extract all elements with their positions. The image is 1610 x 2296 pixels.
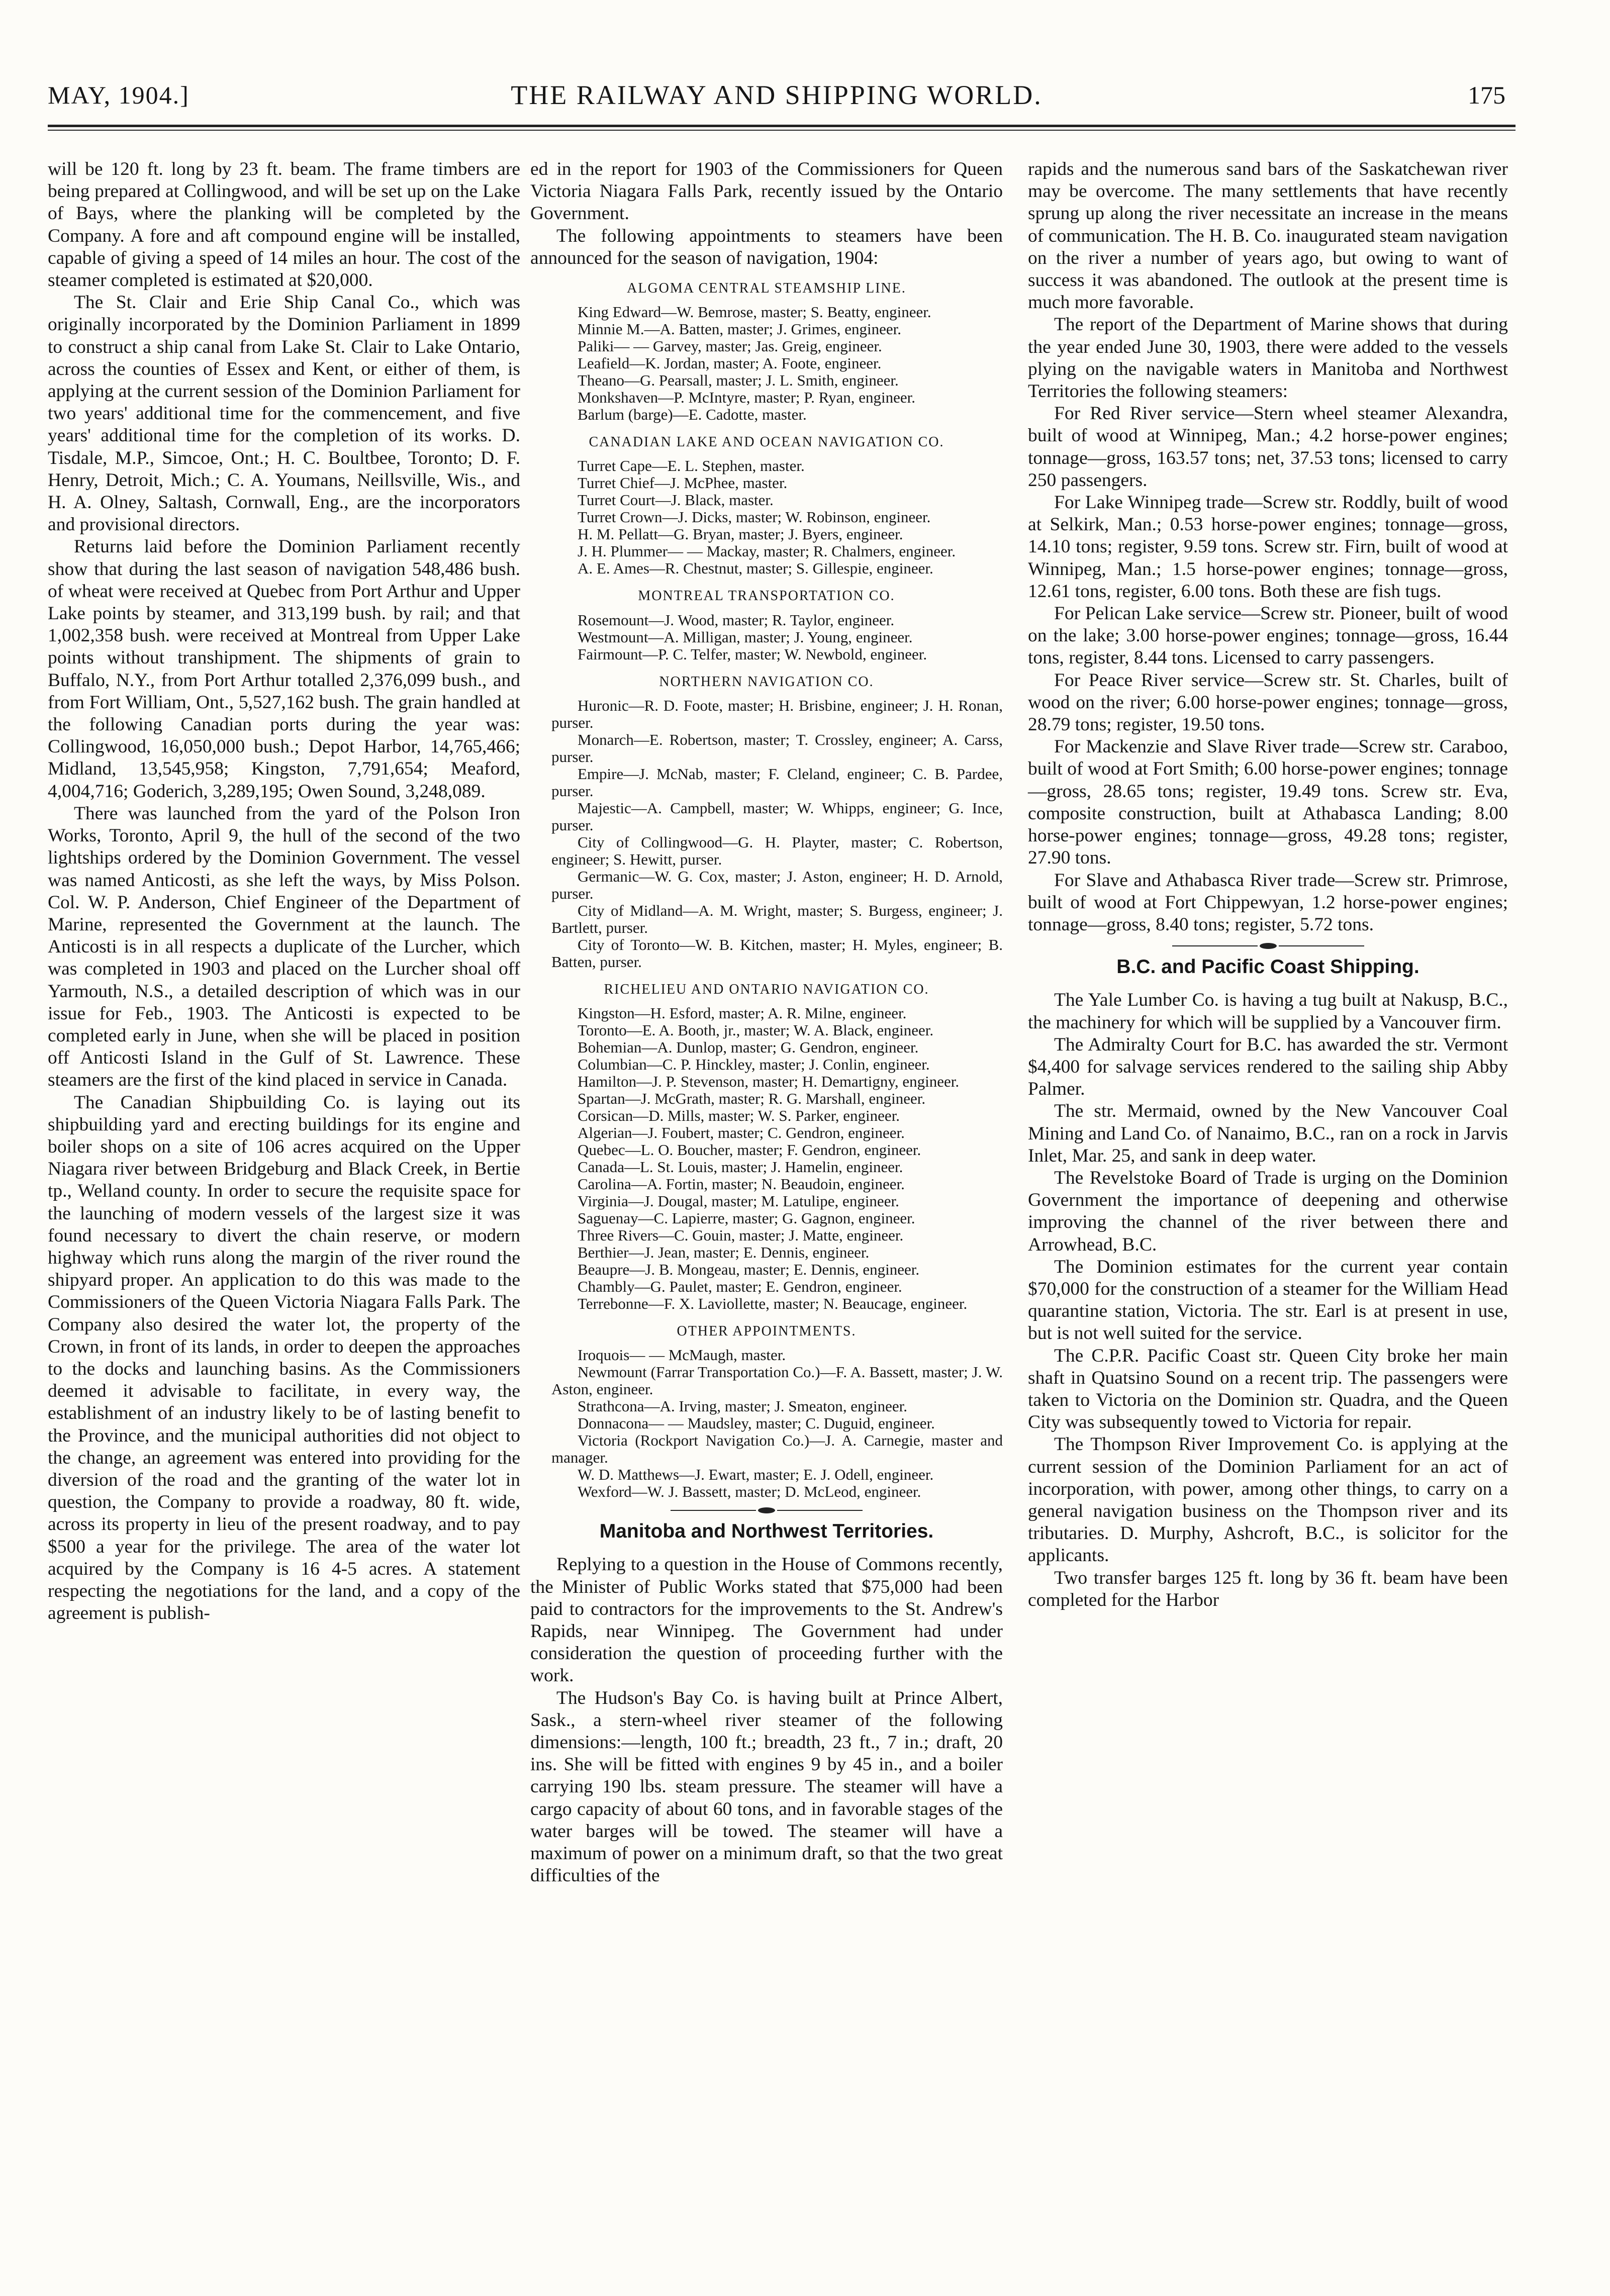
section-divider-ornament bbox=[530, 1507, 1003, 1513]
appointment-entry: Algerian—J. Foubert, master; C. Gendron, engineer. bbox=[578, 1124, 905, 1142]
appointment-entry: Wexford—W. J. Bassett, master; D. McLeod, engineer. bbox=[578, 1483, 921, 1501]
appointments-list bbox=[530, 277, 1003, 1500]
paragraph: The Revelstoke Board of Trade is urging on the Dominion Government the importance of deepening and otherwise improving the channel of the river between there and Arrowhead, B.C. bbox=[1028, 1167, 1508, 1255]
paragraph: For Red River service—Stern wheel steamer Alexandra, built of wood at Winnipeg, Man.; 4.2 horse-power engines; tonnage—gross, 163.57 tons; net, 37.53 tons; licensed to carry 250 passengers. bbox=[1028, 403, 1508, 491]
appointment-entry: Virginia—J. Dougal, master; M. Latulipe, engineer. bbox=[578, 1192, 899, 1210]
paragraph: The C.P.R. Pacific Coast str. Queen City broke her main shaft in Quatsino Sound on a recent trip. The passengers were taken to Victoria on the Dominion str. Quadra, and the Queen City was subsequently towed to Victoria for repair. bbox=[1028, 1345, 1508, 1433]
paragraph: Returns laid before the Dominion Parliament recently show that during the last season of navigation 548,486 bush. of wheat were received at Quebec from Port Arthur and Upper Lake points by steamer, and 313,199 bush. by rail; and that 1,002,358 bush. were received at Montreal from Upper Lake points without transhipment. The shipments of grain to Buffalo, N.Y., from Port Arthur totalled 2,376,099 bush., and from Fort William, Ont., 5,527,162 bush. The grain handled at the following Canadian ports during the year was: Collingwood, 16,050,000 bush.; Depot Harbor, 14,765,466; Midland, 13,545,958; Kingston, 7,791,654; Meaford, 4,004,716; Goderich, 3,289,195; Owen Sound, 3,248,089. bbox=[48, 536, 520, 802]
appointment-entry: King Edward—W. Bemrose, master; S. Beatty, engineer. bbox=[578, 303, 931, 321]
appointments-section-heading: CANADIAN LAKE AND OCEAN NAVIGATION CO. bbox=[589, 434, 944, 450]
appointment-entry: Donnacona— — Maudsley, master; C. Duguid, engineer. bbox=[578, 1414, 935, 1432]
appointment-entry: Hamilton—J. P. Stevenson, master; H. Demartigny, engineer. bbox=[578, 1073, 960, 1091]
appointments-section-heading: ALGOMA CENTRAL STEAMSHIP LINE. bbox=[627, 280, 906, 297]
paragraph: The St. Clair and Erie Ship Canal Co., which was originally incorporated by the Dominion Parliament in 1899 to construct a ship canal from Lake St. Clair to Lake Ontario, across the counties of Essex and Kent, or either of them, is applying at the current session of the Dominion Parliament for two years' additional time for the commencement, and five years' additional time for the completion of its works. D. Tisdale, M.P., Simcoe, Ont.; H. C. Boultbee, Toronto; D. F. Henry, Detroit, Mich.; C. A. Youmans, Neillsville, Wis., and H. A. Olney, Saltash, Cornwall, Eng., are the incorporators and provisional directors. bbox=[48, 292, 520, 535]
header-rule-thin bbox=[48, 130, 1516, 131]
manitoba-heading: Manitoba and Northwest Territories. bbox=[599, 1520, 934, 1543]
appointment-entry: Leafield—K. Jordan, master; A. Foote, engineer. bbox=[578, 354, 882, 372]
appointment-entry: Newmount (Farrar Transportation Co.)—F. A. Bassett, master; J. W. Aston, engineer. bbox=[551, 1363, 1003, 1398]
appointment-entry: Victoria (Rockport Navigation Co.)—J. A. Carnegie, master and manager. bbox=[551, 1431, 1003, 1467]
appointments-section-heading: NORTHERN NAVIGATION CO. bbox=[659, 674, 874, 690]
appointment-entry: Majestic—A. Campbell, master; W. Whipps, engineer; G. Ince, purser. bbox=[551, 799, 1003, 834]
appointment-entry: Turret Chief—J. McPhee, master. bbox=[578, 474, 788, 492]
appointment-entry: City of Toronto—W. B. Kitchen, master; H. Myles, engineer; B. Batten, purser. bbox=[551, 935, 1003, 971]
column-3 bbox=[1028, 158, 1508, 1611]
appointment-entry: Minnie M.—A. Batten, master; J. Grimes, engineer. bbox=[578, 320, 901, 338]
appointment-entry: Kingston—H. Esford, master; A. R. Milne, engineer. bbox=[578, 1004, 907, 1022]
paragraph: The Yale Lumber Co. is having a tug built at Nakusp, B.C., the machinery for which will be supplied by a Vancouver firm. bbox=[1028, 990, 1508, 1033]
journal-title: THE RAILWAY AND SHIPPING WORLD. bbox=[511, 80, 1043, 110]
header-rule-thick bbox=[48, 125, 1516, 127]
appointments-section-heading: OTHER APPOINTMENTS. bbox=[677, 1323, 857, 1340]
paragraph: The Dominion estimates for the current year contain $70,000 for the construction of a steamer for the William Head quarantine station, Victoria. The str. Earl is at present in use, but is not well suited for the service. bbox=[1028, 1256, 1508, 1344]
paragraph: The str. Mermaid, owned by the New Vancouver Coal Mining and Land Co. of Nanaimo, B.C., ran on a rock in Jarvis Inlet, Mar. 25, and sank in deep water. bbox=[1028, 1101, 1508, 1166]
appointment-entry: Westmount—A. Milligan, master; J. Young, engineer. bbox=[578, 628, 913, 646]
paragraph: Replying to a question in the House of Commons recently, the Minister of Public Works stated that $75,000 had been paid to contractors for the improvements to the St. Andrew's Rapids, near Winnipeg. The Government had under consideration the question of proceeding further with the work. bbox=[530, 1554, 1003, 1686]
paragraph: Two transfer barges 125 ft. long by 36 ft. beam have been completed for the Harbor bbox=[1028, 1567, 1508, 1610]
column-1 bbox=[48, 158, 520, 1624]
paragraph: ed in the report for 1903 of the Commissioners for Queen Victoria Niagara Falls Park, recently issued by the Ontario Government. bbox=[530, 159, 1003, 224]
appointment-entry: Paliki— — Garvey, master; Jas. Greig, engineer. bbox=[578, 337, 882, 355]
appointment-entry: Three Rivers—C. Gouin, master; J. Matte, engineer. bbox=[578, 1226, 904, 1245]
paragraph: rapids and the numerous sand bars of the Saskatchewan river may be overcome. The many settlements that have recently sprung up along the river necessitate an increase in the means of communication. The H. B. Co. inaugurated steam navigation on the river a number of years ago, but owing to want of success it was abandoned. The outlook at the present time is much more favorable. bbox=[1028, 159, 1508, 313]
appointment-entry: Carolina—A. Fortin, master; N. Beaudoin, engineer. bbox=[578, 1175, 905, 1193]
appointment-entry: H. M. Pellatt—G. Bryan, master; J. Byers, engineer. bbox=[578, 525, 903, 543]
appointment-entry: Spartan—J. McGrath, master; R. G. Marshall, engineer. bbox=[578, 1090, 926, 1108]
paragraph: The following appointments to steamers have been announced for the season of navigation, 1904: bbox=[530, 225, 1003, 268]
appointment-entry: Turret Cape—E. L. Stephen, master. bbox=[578, 457, 805, 475]
appointment-entry: Iroquois— — McMaugh, master. bbox=[578, 1346, 786, 1364]
paragraph: There was launched from the yard of the Polson Iron Works, Toronto, April 9, the hull of the second of the two lightships ordered by the Dominion Government. The vessel was named Anticosti, as she left the ways, by Miss Polson. Col. W. P. Anderson, Chief Engineer of the Department of Marine, represented the Government at the launch. The Anticosti is in all respects a duplicate of the Lurcher, which was completed in 1903 and placed on the Lurcher shoal off Yarmouth, N.S., a detailed description of which was in our issue for Feb., 1903. The Anticosti is expected to be completed early in June, when she will be placed in position off Anticosti Island in the Gulf of St. Lawrence. These steamers are the first of the kind placed in service in Canada. bbox=[48, 803, 520, 1091]
appointment-entry: Quebec—L. O. Boucher, master; F. Gendron, engineer. bbox=[578, 1141, 921, 1159]
appointment-entry: Turret Court—J. Black, master. bbox=[578, 491, 774, 509]
paragraph: The Thompson River Improvement Co. is applying at the current session of the Dominion Parliament for an act of incorporation, with power, among other things, to carry on a general navigation business on the Thompson river and its tributaries. D. Murphy, Ashcroft, B.C., is solicitor for the applicants. bbox=[1028, 1434, 1508, 1566]
section-divider-ornament bbox=[1028, 943, 1508, 949]
appointment-entry: Bohemian—A. Dunlop, master; G. Gendron, engineer. bbox=[578, 1038, 919, 1057]
appointment-entry: Columbian—C. P. Hinckley, master; J. Conlin, engineer. bbox=[578, 1056, 930, 1074]
page-number: 175 bbox=[1468, 81, 1505, 109]
column-2 bbox=[530, 158, 1003, 1887]
appointment-entry: Rosemount—J. Wood, master; R. Taylor, engineer. bbox=[578, 611, 895, 629]
appointment-entry: Beaupre—J. B. Mongeau, master; E. Dennis, engineer. bbox=[578, 1261, 920, 1279]
appointment-entry: Barlum (barge)—E. Cadotte, master. bbox=[578, 406, 807, 424]
appointment-entry: A. E. Ames—R. Chestnut, master; S. Gillespie, engineer. bbox=[578, 559, 933, 578]
appointment-entry: Strathcona—A. Irving, master; J. Smeaton, engineer. bbox=[578, 1397, 908, 1415]
appointment-entry: Berthier—J. Jean, master; E. Dennis, engineer. bbox=[578, 1243, 870, 1262]
paragraph: The report of the Department of Marine shows that during the year ended June 30, 1903, there were added to the vessels plying on the navigable waters in Manitoba and Northwest Territories the following steamers: bbox=[1028, 314, 1508, 402]
appointment-entry: Monkshaven—P. McIntyre, master; P. Ryan, engineer. bbox=[578, 389, 916, 407]
issue-date: MAY, 1904.] bbox=[48, 81, 190, 109]
paragraph: For Peace River service—Screw str. St. Charles, built of wood on the river; 6.00 horse-power engines; tonnage—gross, 28.79 tons; register, 19.50 tons. bbox=[1028, 669, 1508, 735]
appointment-entry: City of Midland—A. M. Wright, master; S. Burgess, engineer; J. Bartlett, purser. bbox=[551, 901, 1003, 936]
appointment-entry: Toronto—E. A. Booth, jr., master; W. A. Black, engineer. bbox=[578, 1021, 934, 1039]
appointments-section-heading: RICHELIEU AND ONTARIO NAVIGATION CO. bbox=[604, 981, 929, 997]
paragraph: The Canadian Shipbuilding Co. is laying out its shipbuilding yard and erecting buildings for its engine and boiler shops on a site of 106 acres acquired on the Upper Niagara river between Bridgeburg and Black Creek, in Bertie tp., Welland county. In order to secure the requisite space for the launching of modern vessels of the largest size it was found necessary to divert the chain reserve, or modern highway which runs along the margin of the river round the shipyard proper. An application to do this was made to the Commissioners of the Queen Victoria Niagara Falls Park. The Company also desired the water lot, the property of the Crown, in front of its lands, in order to deepen the approaches to the docks and launching basins. As the Commissioners deemed it advisable to facilitate, in every way, the establishment of an industry likely to be of lasting benefit to the Province, and the municipal authorities did not object to the change, an agreement was entered into providing for the diversion of the road and the granting of the water lot in question, the Company to provide a roadway, 80 ft. wide, across its property in lieu of the present roadway, and to pay $500 a year for the privilege. The area of the water lot acquired by the Company is 16 4-5 acres. A statement respecting the negotiations for the land, and a copy of the agreement is publish- bbox=[48, 1092, 520, 1624]
appointment-entry: Empire—J. McNab, master; F. Cleland, engineer; C. B. Pardee, purser. bbox=[551, 764, 1003, 800]
page-header bbox=[48, 70, 1505, 121]
appointment-entry: Canada—L. St. Louis, master; J. Hamelin, engineer. bbox=[578, 1158, 903, 1176]
appointment-entry: City of Collingwood—G. H. Playter, master; C. Robertson, engineer; S. Hewitt, purser. bbox=[551, 833, 1003, 868]
appointment-entry: Theano—G. Pearsall, master; J. L. Smith, engineer. bbox=[578, 371, 899, 390]
paragraph: The Hudson's Bay Co. is having built at Prince Albert, Sask., a stern-wheel river steamer of the following dimensions:—length, 100 ft.; breadth, 23 ft., 7 in.; draft, 20 ins. She will be fitted with engines 9 by 45 in., and a boiler carrying 190 lbs. steam pressure. The steamer will have a cargo capacity of about 60 tons, and in favorable stages of the water barges will be towed. The steamer will have a maximum of power on a minimum draft, so that the two great difficulties of the bbox=[530, 1687, 1003, 1886]
paragraph: For Lake Winnipeg trade—Screw str. Roddly, built of wood at Selkirk, Man.; 0.53 horse-power engines; tonnage—gross, 14.10 tons; register, 9.59 tons. Screw str. Firn, built of wood at Winnipeg, Man.; 1.5 horse-power engines; tonnage—gross, 12.61 tons, register, 6.00 tons. Both these are fish tugs. bbox=[1028, 492, 1508, 602]
bc-shipping-heading: B.C. and Pacific Coast Shipping. bbox=[1116, 956, 1419, 978]
appointments-section-heading: MONTREAL TRANSPORTATION CO. bbox=[638, 588, 895, 604]
appointment-entry: W. D. Matthews—J. Ewart, master; E. J. Odell, engineer. bbox=[578, 1466, 934, 1484]
appointment-entry: Fairmount—P. C. Telfer, master; W. Newbold, engineer. bbox=[578, 645, 927, 663]
appointment-entry: Huronic—R. D. Foote, master; H. Brisbine, engineer; J. H. Ronan, purser. bbox=[551, 696, 1003, 731]
appointment-entry: Terrebonne—F. X. Laviollette, master; N. Beaucage, engineer. bbox=[578, 1295, 968, 1313]
paragraph: The Admiralty Court for B.C. has awarded the str. Vermont $4,400 for salvage services rendered to the sailing ship Abby Palmer. bbox=[1028, 1034, 1508, 1100]
appointment-entry: Corsican—D. Mills, master; W. S. Parker, engineer. bbox=[578, 1107, 900, 1125]
appointment-entry: J. H. Plummer— — Mackay, master; R. Chalmers, engineer. bbox=[578, 542, 956, 560]
paragraph: For Slave and Athabasca River trade—Screw str. Primrose, built of wood at Fort Chippewyan, 1.2 horse-power engines; tonnage—gross, 8.40 tons; register, 5.72 tons. bbox=[1028, 870, 1508, 935]
appointment-entry: Monarch—E. Robertson, master; T. Crossley, engineer; A. Carss, purser. bbox=[551, 730, 1003, 766]
paragraph: For Pelican Lake service—Screw str. Pioneer, built of wood on the lake; 3.00 horse-power engines; tonnage—gross, 16.44 tons, register, 8.44 tons. Licensed to carry passengers. bbox=[1028, 603, 1508, 668]
appointment-entry: Germanic—W. G. Cox, master; J. Aston, engineer; H. D. Arnold, purser. bbox=[551, 867, 1003, 902]
appointment-entry: Saguenay—C. Lapierre, master; G. Gagnon, engineer. bbox=[578, 1209, 915, 1227]
paragraph: will be 120 ft. long by 23 ft. beam. The frame timbers are being prepared at Collingwood, and will be set up on the Lake of Bays, where the planking will be completed by the Company. A fore and aft compound engine will be installed, capable of giving a speed of 14 miles an hour. The cost of the steamer completed is estimated at $20,000. bbox=[48, 159, 520, 291]
appointment-entry: Turret Crown—J. Dicks, master; W. Robinson, engineer. bbox=[578, 508, 931, 526]
paragraph: For Mackenzie and Slave River trade—Screw str. Caraboo, built of wood at Fort Smith; 6.00 horse-power engines; tonnage—gross, 28.65 tons; register, 19.49 tons. Screw str. Eva, composite construction, built at Athabasca Landing; 8.00 horse-power engines; tonnage—gross, 49.28 tons; register, 27.90 tons. bbox=[1028, 736, 1508, 869]
appointment-entry: Chambly—G. Paulet, master; E. Gendron, engineer. bbox=[578, 1278, 902, 1296]
